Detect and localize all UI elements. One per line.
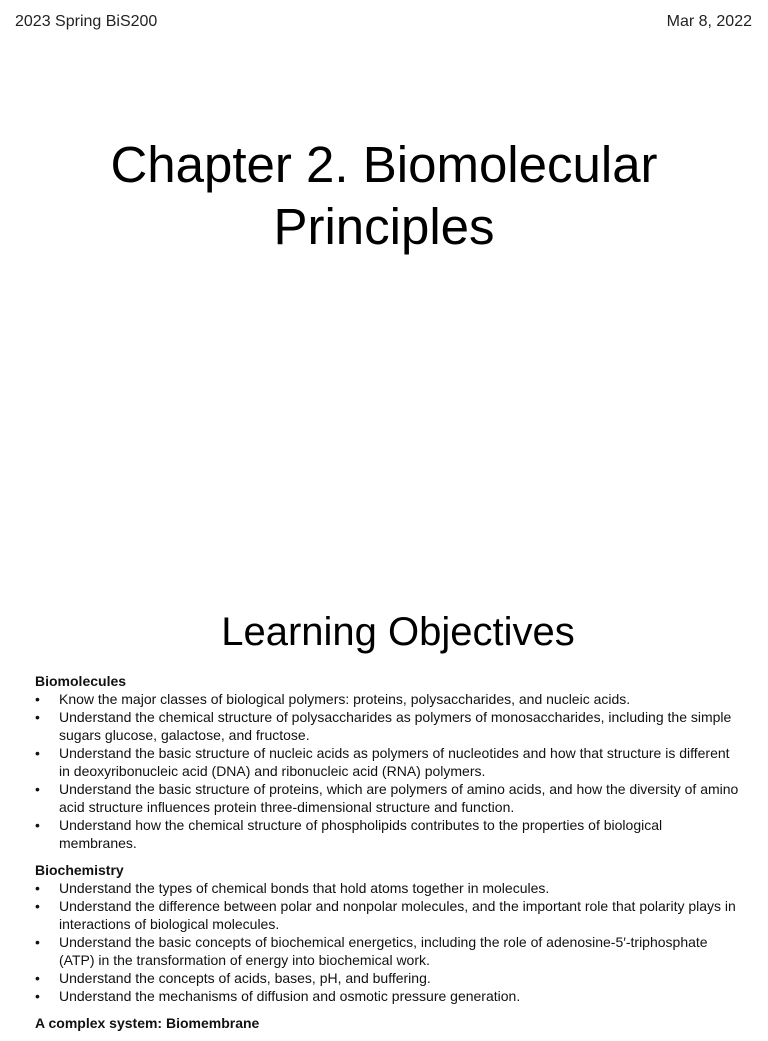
list-item <box>35 744 740 780</box>
list-item <box>35 933 740 969</box>
bullet-icon: • <box>35 934 40 950</box>
bullet-icon: • <box>35 817 40 833</box>
chapter-title <box>0 134 768 258</box>
bullet-icon: • <box>35 745 40 761</box>
list-item <box>35 780 740 816</box>
section-biomolecules <box>35 672 740 852</box>
list-item-text: Understand the difference between polar and nonpolar molecules, and the important role that polarity plays in interactions of biological molecules. <box>59 898 736 932</box>
bullet-icon: • <box>35 691 40 707</box>
list-item <box>35 816 740 852</box>
list-item-text: Understand how the chemical structure of phospholipids contributes to the properties of biological membranes. <box>59 817 663 851</box>
bullet-icon: • <box>35 781 40 797</box>
header-course: 2023 Spring BiS200 <box>15 13 158 30</box>
section-heading: A complex system: Biomembrane <box>35 1015 260 1031</box>
bullet-icon: • <box>35 709 40 725</box>
bullet-icon: • <box>35 898 40 914</box>
list-item-text: Understand the mechanisms of diffusion and osmotic pressure generation. <box>59 988 521 1004</box>
list-item <box>35 969 740 987</box>
section-biochemistry <box>35 861 740 1005</box>
list-item-text: Understand the basic concepts of biochemical energetics, including the role of adenosine-5′-triphosphate (ATP) in the transformation of energy into biochemical work. <box>59 934 708 968</box>
bullet-icon: • <box>35 988 40 1004</box>
list-item-text: Know the major classes of biological polymers: proteins, polysaccharides, and nucleic acids. <box>59 691 631 707</box>
list-item <box>35 879 740 897</box>
section-biomembrane <box>35 1014 740 1032</box>
bullet-list <box>35 879 740 1005</box>
bullet-list <box>35 690 740 852</box>
header-date: Mar 8, 2022 <box>666 13 752 30</box>
list-item-text: Understand the chemical structure of polysaccharides as polymers of monosaccharides, including the simple sugars glucose, galactose, and fructose. <box>59 709 732 743</box>
bullet-icon: • <box>35 880 40 896</box>
list-item-text: Understand the concepts of acids, bases, pH, and buffering. <box>59 970 431 986</box>
list-item <box>35 897 740 933</box>
list-item-text: Understand the types of chemical bonds that hold atoms together in molecules. <box>59 880 550 896</box>
list-item-text: Understand the basic structure of proteins, which are polymers of amino acids, and how the diversity of amino acid structure influences protein three-dimensional structure and function. <box>59 781 739 815</box>
chapter-title-line2: Principles <box>273 198 495 255</box>
list-item <box>35 708 740 744</box>
section-heading: Biomolecules <box>35 673 127 689</box>
section-heading: Biochemistry <box>35 862 124 878</box>
list-item <box>35 987 740 1005</box>
objectives-body <box>35 672 740 1041</box>
chapter-title-line1: Chapter 2. Biomolecular <box>110 136 658 193</box>
bullet-icon: • <box>35 970 40 986</box>
learning-objectives-title: Learning Objectives <box>221 610 575 654</box>
list-item-text: Understand the basic structure of nucleic acids as polymers of nucleotides and how that structure is different in deoxyribonucleic acid (DNA) and ribonucleic acid (RNA) polymers. <box>59 745 730 779</box>
list-item <box>35 690 740 708</box>
